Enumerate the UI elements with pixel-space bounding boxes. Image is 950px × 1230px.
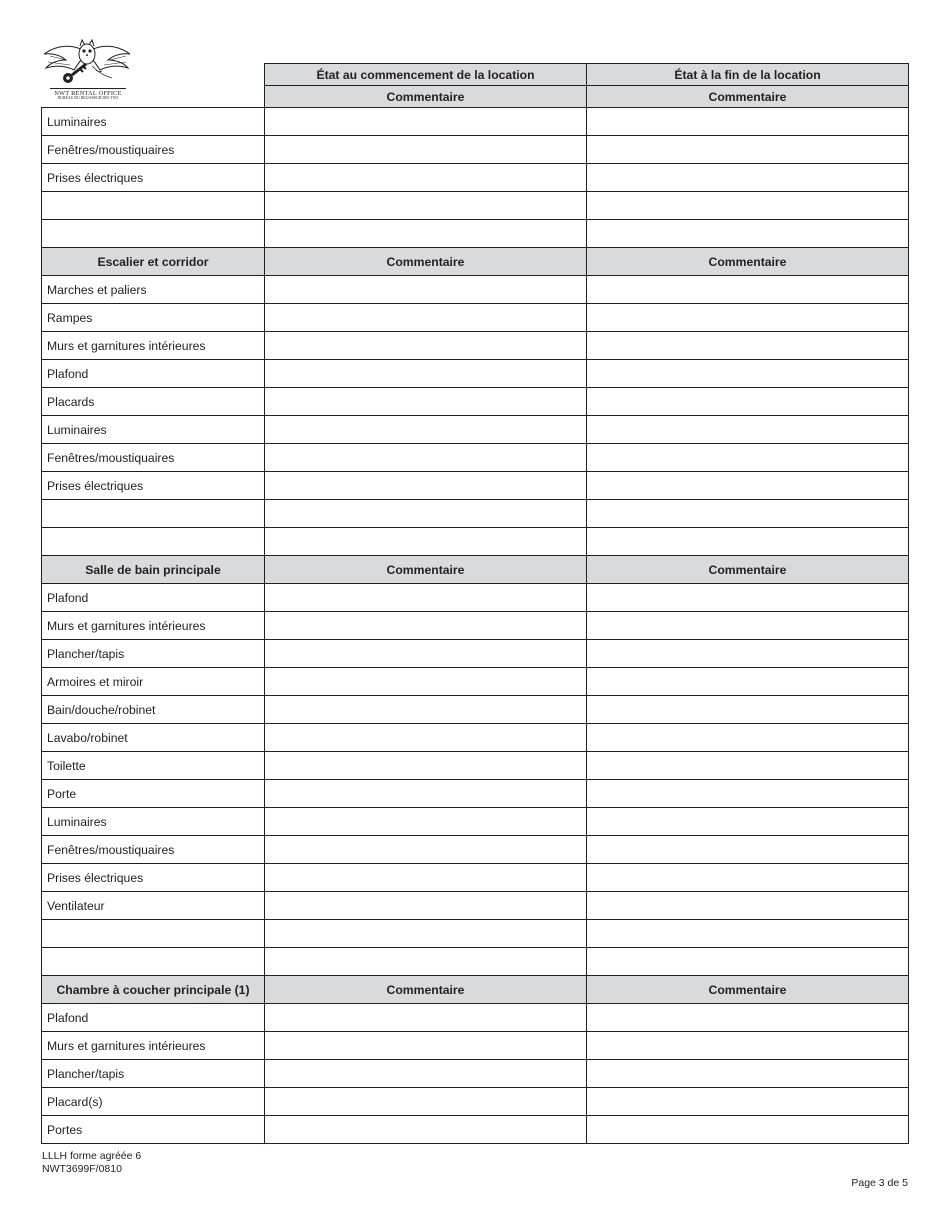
comment-field-start[interactable] (265, 108, 587, 136)
table-row (42, 948, 909, 976)
item-label (42, 192, 265, 220)
header-comment-end: Commentaire (587, 86, 909, 108)
section-header-row (42, 976, 909, 1004)
comment-field-start[interactable] (265, 668, 587, 696)
item-label: Fenêtres/moustiquaires (42, 444, 265, 472)
inspection-table (41, 63, 909, 1144)
comment-field-end[interactable] (587, 836, 909, 864)
comment-field-start[interactable] (265, 584, 587, 612)
section-title: Escalier et corridor (42, 248, 265, 276)
item-label (42, 920, 265, 948)
item-label: Rampes (42, 304, 265, 332)
comment-field-start[interactable] (265, 444, 587, 472)
table-row (42, 584, 909, 612)
comment-field-end[interactable] (587, 948, 909, 976)
comment-field-end[interactable] (587, 304, 909, 332)
comment-field-start[interactable] (265, 500, 587, 528)
item-label: Placards (42, 388, 265, 416)
comment-field-end[interactable] (587, 584, 909, 612)
table-row (42, 780, 909, 808)
table-row (42, 752, 909, 780)
section-comment-end: Commentaire (587, 976, 909, 1004)
comment-field-end[interactable] (587, 500, 909, 528)
table-row (42, 192, 909, 220)
table-row (42, 164, 909, 192)
header-blank-cell (42, 64, 265, 108)
item-label: Plafond (42, 584, 265, 612)
comment-field-end[interactable] (587, 1088, 909, 1116)
item-label: Plafond (42, 360, 265, 388)
comment-field-start[interactable] (265, 220, 587, 248)
comment-field-end[interactable] (587, 780, 909, 808)
comment-field-end[interactable] (587, 1004, 909, 1032)
table-row (42, 808, 909, 836)
table-row (42, 612, 909, 640)
table-row (42, 416, 909, 444)
item-label: Plafond (42, 1004, 265, 1032)
comment-field-start[interactable] (265, 640, 587, 668)
comment-field-start[interactable] (265, 360, 587, 388)
table-row (42, 724, 909, 752)
table-row (42, 1032, 909, 1060)
comment-field-start[interactable] (265, 1116, 587, 1144)
section-comment-start: Commentaire (265, 976, 587, 1004)
header-start-of-tenancy: État au commencement de la location (265, 64, 587, 86)
comment-field-start[interactable] (265, 780, 587, 808)
comment-field-end[interactable] (587, 528, 909, 556)
table-row (42, 1004, 909, 1032)
item-label (42, 948, 265, 976)
form-code: NWT3699F/0810 (42, 1163, 122, 1175)
comment-field-start[interactable] (265, 892, 587, 920)
logo-text-french: BUREAU DU REGISSEUR DES TNO (57, 96, 119, 100)
item-label: Luminaires (42, 108, 265, 136)
comment-field-end[interactable] (587, 864, 909, 892)
comment-field-start[interactable] (265, 948, 587, 976)
comment-field-start[interactable] (265, 1060, 587, 1088)
table-row (42, 472, 909, 500)
item-label: Luminaires (42, 808, 265, 836)
form-identifier (42, 1150, 141, 1176)
table-row (42, 220, 909, 248)
header-row-state (42, 64, 909, 86)
section-header-row (42, 556, 909, 584)
comment-field-start[interactable] (265, 1032, 587, 1060)
form-name: LLLH forme agréée 6 (42, 1150, 142, 1162)
comment-field-start[interactable] (265, 724, 587, 752)
comment-field-end[interactable] (587, 108, 909, 136)
table-row (42, 1116, 909, 1144)
comment-field-end[interactable] (587, 1032, 909, 1060)
comment-field-start[interactable] (265, 612, 587, 640)
comment-field-end[interactable] (587, 472, 909, 500)
comment-field-start[interactable] (265, 332, 587, 360)
item-label (42, 220, 265, 248)
comment-field-end[interactable] (587, 1060, 909, 1088)
header-comment-start: Commentaire (265, 86, 587, 108)
table-row (42, 276, 909, 304)
table-row (42, 332, 909, 360)
item-label: Luminaires (42, 416, 265, 444)
table-row (42, 920, 909, 948)
section-title: Salle de bain principale (42, 556, 265, 584)
item-label: Plancher/tapis (42, 1060, 265, 1088)
item-label: Armoires et miroir (42, 668, 265, 696)
item-label: Placard(s) (42, 1088, 265, 1116)
comment-field-end[interactable] (587, 444, 909, 472)
comment-field-end[interactable] (587, 920, 909, 948)
table-row (42, 304, 909, 332)
item-label: Lavabo/robinet (42, 724, 265, 752)
item-label: Toilette (42, 752, 265, 780)
table-row (42, 1088, 909, 1116)
comment-field-start[interactable] (265, 696, 587, 724)
comment-field-end[interactable] (587, 416, 909, 444)
item-label: Prises électriques (42, 864, 265, 892)
comment-field-end[interactable] (587, 192, 909, 220)
table-row (42, 108, 909, 136)
comment-field-start[interactable] (265, 920, 587, 948)
section-comment-start: Commentaire (265, 248, 587, 276)
comment-field-start[interactable] (265, 416, 587, 444)
table-row (42, 668, 909, 696)
logo-text-english: NWT RENTAL OFFICE (50, 88, 126, 97)
comment-field-start[interactable] (265, 1004, 587, 1032)
comment-field-end[interactable] (587, 332, 909, 360)
comment-field-end[interactable] (587, 1116, 909, 1144)
comment-field-start[interactable] (265, 276, 587, 304)
comment-field-end[interactable] (587, 164, 909, 192)
comment-field-end[interactable] (587, 892, 909, 920)
comment-field-start[interactable] (265, 836, 587, 864)
item-label: Prises électriques (42, 472, 265, 500)
comment-field-start[interactable] (265, 304, 587, 332)
section-comment-start: Commentaire (265, 556, 587, 584)
item-label: Fenêtres/moustiquaires (42, 836, 265, 864)
comment-field-end[interactable] (587, 640, 909, 668)
comment-field-end[interactable] (587, 724, 909, 752)
item-label: Murs et garnitures intérieures (42, 612, 265, 640)
comment-field-end[interactable] (587, 612, 909, 640)
table-row (42, 444, 909, 472)
item-label: Fenêtres/moustiquaires (42, 136, 265, 164)
comment-field-start[interactable] (265, 164, 587, 192)
comment-field-end[interactable] (587, 752, 909, 780)
table-row (42, 500, 909, 528)
comment-field-end[interactable] (587, 276, 909, 304)
table-row (42, 388, 909, 416)
item-label (42, 528, 265, 556)
table-row (42, 892, 909, 920)
item-label: Bain/douche/robinet (42, 696, 265, 724)
comment-field-start[interactable] (265, 528, 587, 556)
table-row (42, 528, 909, 556)
section-comment-end: Commentaire (587, 556, 909, 584)
comment-field-start[interactable] (265, 752, 587, 780)
comment-field-start[interactable] (265, 388, 587, 416)
table-row (42, 136, 909, 164)
section-title: Chambre à coucher principale (1) (42, 976, 265, 1004)
table-row (42, 1060, 909, 1088)
item-label: Murs et garnitures intérieures (42, 1032, 265, 1060)
comment-field-end[interactable] (587, 696, 909, 724)
comment-field-end[interactable] (587, 136, 909, 164)
item-label: Murs et garnitures intérieures (42, 332, 265, 360)
comment-field-start[interactable] (265, 136, 587, 164)
item-label: Portes (42, 1116, 265, 1144)
comment-field-start[interactable] (265, 192, 587, 220)
item-label: Marches et paliers (42, 276, 265, 304)
header-end-of-tenancy: État à la fin de la location (587, 64, 909, 86)
comment-field-start[interactable] (265, 1088, 587, 1116)
table-row (42, 360, 909, 388)
comment-field-end[interactable] (587, 360, 909, 388)
table-row (42, 864, 909, 892)
item-label (42, 500, 265, 528)
comment-field-end[interactable] (587, 388, 909, 416)
comment-field-end[interactable] (587, 668, 909, 696)
comment-field-end[interactable] (587, 808, 909, 836)
item-label: Plancher/tapis (42, 640, 265, 668)
section-header-row (42, 248, 909, 276)
table-row (42, 696, 909, 724)
item-label: Porte (42, 780, 265, 808)
item-label: Ventilateur (42, 892, 265, 920)
comment-field-start[interactable] (265, 472, 587, 500)
comment-field-end[interactable] (587, 220, 909, 248)
comment-field-start[interactable] (265, 864, 587, 892)
table-row (42, 640, 909, 668)
item-label: Prises électriques (42, 164, 265, 192)
section-comment-end: Commentaire (587, 248, 909, 276)
table-row (42, 836, 909, 864)
comment-field-start[interactable] (265, 808, 587, 836)
page-number: Page 3 de 5 (851, 1177, 908, 1189)
